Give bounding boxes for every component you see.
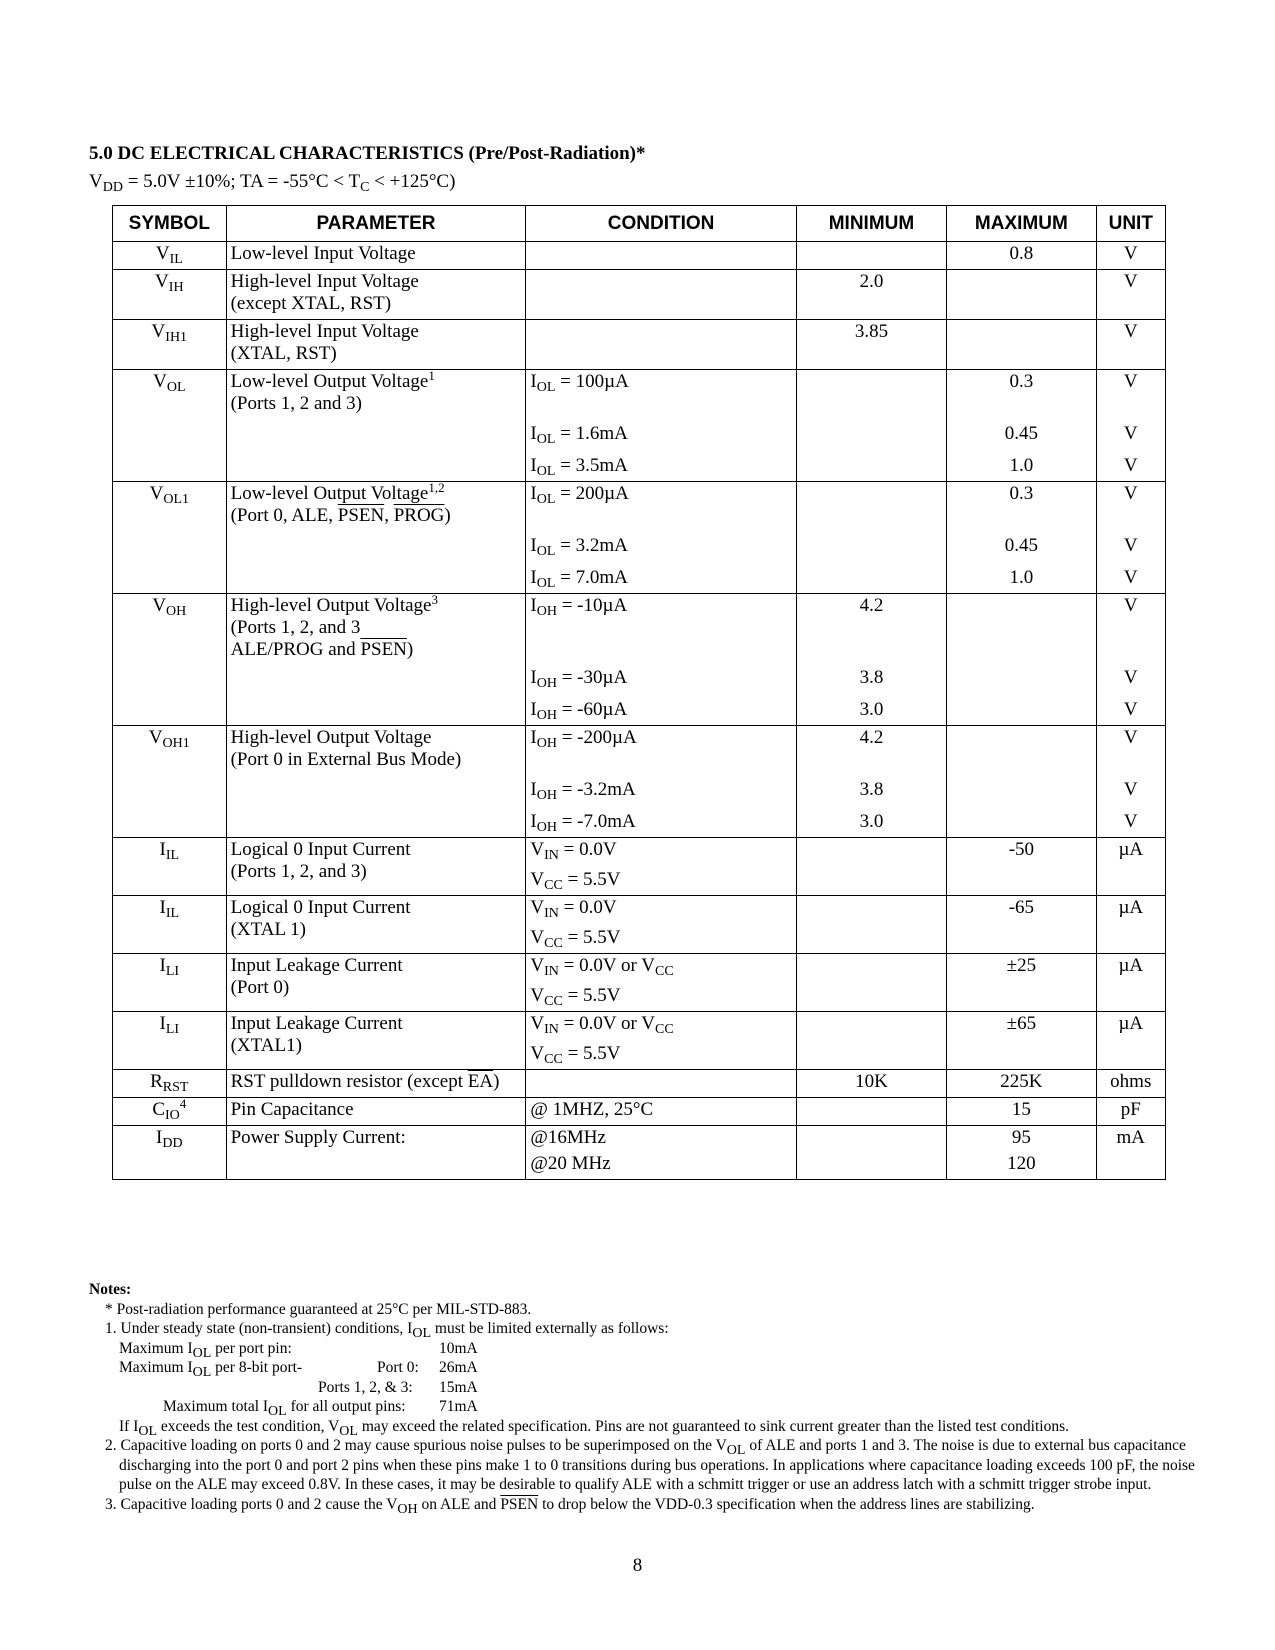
- parameter-cell: Logical 0 Input Current (XTAL 1): [226, 896, 526, 954]
- parameter-cell: High-level Output Voltage$^3$ (Ports 1, 2, and 3 ALE/PROG and PSEN): [226, 594, 526, 726]
- unit-cell: V: [1096, 270, 1165, 320]
- maximum-cell: -65: [947, 896, 1096, 954]
- symbol-cell: $R_{RST}$: [113, 1070, 227, 1098]
- minimum-cell: [796, 896, 946, 954]
- condition-cell: $V_{IN} = 0.0V$ or $V_{CC}$ $V_{CC} = 5.5V$: [526, 954, 796, 1012]
- table-row: [113, 1070, 1166, 1098]
- unit-cell: V: [1096, 242, 1165, 270]
- unit-cell: mA: [1096, 1126, 1165, 1180]
- maximum-cell: [947, 726, 1096, 838]
- header-minimum: MINIMUM: [796, 206, 946, 242]
- unit-cell: pF: [1096, 1098, 1165, 1126]
- condition-cell: [526, 270, 796, 320]
- symbol-cell: $V_{OL1}$: [113, 482, 227, 594]
- table-row: [113, 726, 1166, 838]
- maximum-cell: 95 120: [947, 1126, 1096, 1180]
- maximum-cell: 0.3 0.45 1.0: [947, 370, 1096, 482]
- table-row: [113, 896, 1166, 954]
- unit-cell: V V V: [1096, 594, 1165, 726]
- note-2: 2. Capacitive loading on ports 0 and 2 may cause spurious noise pulses to be superimposed on the $V_{OL}$ of ALE and ports 1 and 3. The noise is due to external bus capacitance discharging into the port 0 and port 2 pins when these pins make 1 to 0 transitions during bus operations. In applications where capacitance loading exceeds 100 pF, the noise pulse on the ALE may exceed 0.8V. In these cases, it may be desirable to qualify ALE with a schmitt trigger or use an address latch with a schmitt trigger strobe input.: [105, 1437, 1195, 1493]
- condition-cell: [526, 320, 796, 370]
- symbol-cell: $V_{OH1}$: [113, 726, 227, 838]
- table-row: [113, 838, 1166, 896]
- unit-cell: V V V: [1096, 726, 1165, 838]
- maximum-cell: 225K: [947, 1070, 1096, 1098]
- symbol-cell: $V_{OL}$: [113, 370, 227, 482]
- minimum-cell: 3.85: [796, 320, 946, 370]
- parameter-cell: Low-level Output Voltage$^{1,2}$ (Port 0, ALE, PSEN, PROG): [226, 482, 526, 594]
- notes-section: [89, 1280, 1209, 1517]
- table-row: [113, 954, 1166, 1012]
- header-maximum: MAXIMUM: [947, 206, 1096, 242]
- table-row: [113, 270, 1166, 320]
- symbol-cell: $V_{IH1}$: [113, 320, 227, 370]
- parameter-cell: RST pulldown resistor (except $\overline{EA}$): [226, 1070, 526, 1098]
- table-row: [113, 1012, 1166, 1070]
- symbol-cell: $I_{IL}$: [113, 838, 227, 896]
- parameter-cell: Input Leakage Current (XTAL1): [226, 1012, 526, 1070]
- table-row: [113, 320, 1166, 370]
- parameter-cell: Input Leakage Current (Port 0): [226, 954, 526, 1012]
- minimum-cell: [796, 954, 946, 1012]
- note-star: * Post-radiation performance guaranteed at 25°C per MIL-STD-883.: [105, 1300, 532, 1318]
- test-conditions: $V_{DD} = 5.0V \pm 10\%$; TA = $-55^\circ C < T_C < +125^\circ C$): [89, 171, 456, 195]
- unit-cell: ohms: [1096, 1070, 1165, 1098]
- maximum-cell: [947, 320, 1096, 370]
- parameter-cell: Pin Capacitance: [226, 1098, 526, 1126]
- minimum-cell: [796, 1098, 946, 1126]
- minimum-cell: [796, 1012, 946, 1070]
- symbol-cell: $C_{IO}^4$: [113, 1098, 227, 1126]
- header-parameter: PARAMETER: [226, 206, 526, 242]
- condition-cell: $V_{IN} = 0.0V$ or $V_{CC}$ $V_{CC} = 5.5V$: [526, 1012, 796, 1070]
- symbol-cell: $I_{DD}$: [113, 1126, 227, 1180]
- symbol-cell: $V_{IL}$: [113, 242, 227, 270]
- header-condition: CONDITION: [526, 206, 796, 242]
- note-1: 1. Under steady state (non-transient) conditions, $I_{OL}$ must be limited externally as follows:: [105, 1320, 669, 1341]
- maximum-cell: 15: [947, 1098, 1096, 1126]
- unit-cell: µA: [1096, 1012, 1165, 1070]
- minimum-cell: [796, 370, 946, 482]
- minimum-cell: [796, 1126, 946, 1180]
- dc-characteristics-table: [112, 205, 1166, 1180]
- condition-cell: $I_{OH} = -200\mu A$ $I_{OH} = -3.2mA$ $I_{OH} = -7.0mA$: [526, 726, 796, 838]
- maximum-cell: -50: [947, 838, 1096, 896]
- condition-cell: @ 1MHZ, 25°C: [526, 1098, 796, 1126]
- unit-cell: µA: [1096, 896, 1165, 954]
- unit-cell: µA: [1096, 954, 1165, 1012]
- section-heading: 5.0 DC ELECTRICAL CHARACTERISTICS (Pre/Post-Radiation)*: [89, 143, 646, 164]
- maximum-cell: 0.8: [947, 242, 1096, 270]
- condition-cell: $I_{OH} = -10\mu A$ $I_{OH} = -30\mu A$ $I_{OH} = -60\mu A$: [526, 594, 796, 726]
- unit-cell: V V V: [1096, 370, 1165, 482]
- parameter-cell: Low-level Output Voltage$^1$ (Ports 1, 2 and 3): [226, 370, 526, 482]
- table-row: [113, 482, 1166, 594]
- parameter-cell: High-level Output Voltage (Port 0 in External Bus Mode): [226, 726, 526, 838]
- symbol-cell: $I_{LI}$: [113, 1012, 227, 1070]
- maximum-cell: 0.3 0.45 1.0: [947, 482, 1096, 594]
- symbol-cell: $I_{IL}$: [113, 896, 227, 954]
- parameter-cell: Low-level Input Voltage: [226, 242, 526, 270]
- current-limits: Maximum $I_{OL}$ per port pin: 10mA Maximum $I_{OL}$ per 8-bit port- Port 0: 26mA Ports 1, 2, & 3: 15mA Maximum total $I_{OL}$ for all output pins: 71mA: [119, 1339, 478, 1419]
- table-row: [113, 1098, 1166, 1126]
- maximum-cell: ±25: [947, 954, 1096, 1012]
- minimum-cell: 4.2 3.8 3.0: [796, 594, 946, 726]
- page-number: 8: [632, 1555, 643, 1576]
- unit-cell: V: [1096, 320, 1165, 370]
- parameter-cell: High-level Input Voltage (XTAL, RST): [226, 320, 526, 370]
- table-header-row: [113, 206, 1166, 242]
- condition-cell: $I_{OL} = 100\mu A$ $I_{OL} = 1.6mA$ $I_{OL} = 3.5mA$: [526, 370, 796, 482]
- minimum-cell: [796, 482, 946, 594]
- condition-cell: [526, 242, 796, 270]
- maximum-cell: [947, 594, 1096, 726]
- minimum-cell: 2.0: [796, 270, 946, 320]
- condition-cell: $V_{IN} = 0.0V$ $V_{CC} = 5.5V$: [526, 896, 796, 954]
- minimum-cell: [796, 242, 946, 270]
- maximum-cell: [947, 270, 1096, 320]
- symbol-cell: $I_{LI}$: [113, 954, 227, 1012]
- condition-cell: [526, 1070, 796, 1098]
- header-symbol: SYMBOL: [113, 206, 227, 242]
- table-row: [113, 370, 1166, 482]
- symbol-cell: $V_{IH}$: [113, 270, 227, 320]
- parameter-cell: Power Supply Current:: [226, 1126, 526, 1180]
- table-row: [113, 594, 1166, 726]
- parameter-cell: High-level Input Voltage (except XTAL, RST): [226, 270, 526, 320]
- condition-cell: @16MHz @20 MHz: [526, 1126, 796, 1180]
- minimum-cell: 10K: [796, 1070, 946, 1098]
- unit-cell: µA: [1096, 838, 1165, 896]
- header-unit: UNIT: [1096, 206, 1165, 242]
- symbol-cell: $V_{OH}$: [113, 594, 227, 726]
- condition-cell: $I_{OL} = 200\mu A$ $I_{OL} = 3.2mA$ $I_{OL} = 7.0mA$: [526, 482, 796, 594]
- condition-cell: $V_{IN} = 0.0V$ $V_{CC} = 5.5V$: [526, 838, 796, 896]
- note-3: 3. Capacitive loading ports 0 and 2 cause the $V_{OH}$ on ALE and PSEN to drop below the VDD-0.3 specification when the address lines are stabilizing.: [105, 1495, 1035, 1517]
- maximum-cell: ±65: [947, 1012, 1096, 1070]
- notes-title: Notes:: [89, 1281, 132, 1298]
- minimum-cell: [796, 838, 946, 896]
- minimum-cell: 4.2 3.8 3.0: [796, 726, 946, 838]
- table-row: [113, 1126, 1166, 1180]
- note-1-exceed: If $I_{OL}$ exceeds the test condition, $V_{OL}$ may exceed the related specification. Pins are not guaranteed to sink current greater than the listed test conditions.: [119, 1417, 1069, 1439]
- parameter-cell: Logical 0 Input Current (Ports 1, 2, and 3): [226, 838, 526, 896]
- table-row: [113, 242, 1166, 270]
- unit-cell: V V V: [1096, 482, 1165, 594]
